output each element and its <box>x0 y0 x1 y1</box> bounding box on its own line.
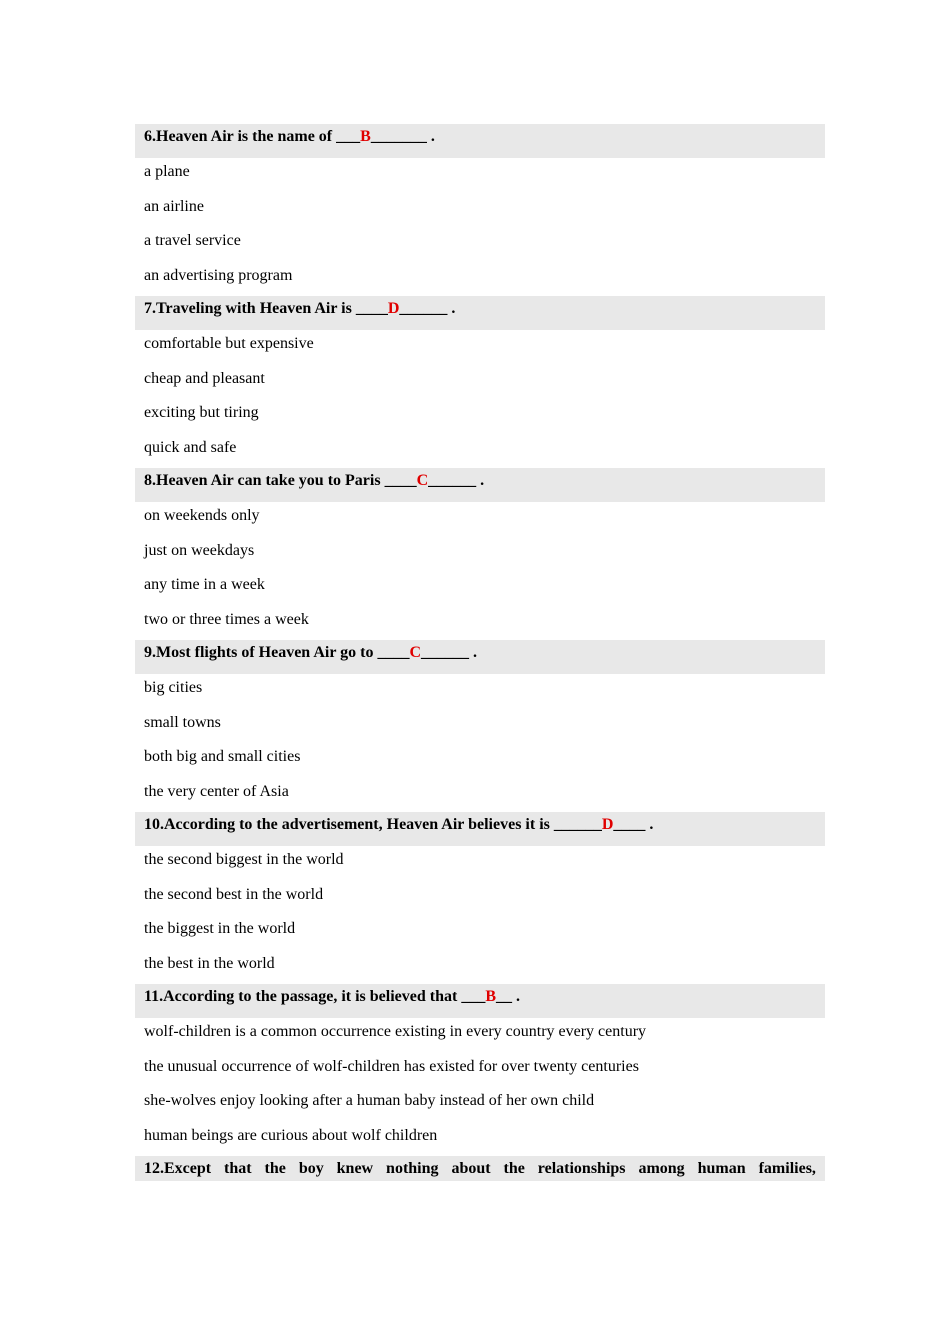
question-text: 11.According to the passage, it is believed that ___ <box>144 988 486 1005</box>
question-word: the <box>503 1160 525 1177</box>
answer-option: quick and safe <box>144 438 237 456</box>
answer-option: she-wolves enjoy looking after a human baby instead of her own child <box>144 1092 595 1109</box>
question-stem <box>135 296 825 330</box>
question-text: 9.Most flights of Heaven Air go to ____ <box>144 644 410 661</box>
answer-letter: D <box>601 816 614 833</box>
answer-option: an airline <box>144 197 204 215</box>
answer-option: the very center of Asia <box>144 782 289 800</box>
answer-option: any time in a week <box>144 576 265 593</box>
answer-option: the second best in the world <box>144 885 324 903</box>
question-word: families, <box>758 1160 816 1177</box>
answer-letter: B <box>360 128 371 145</box>
question-stem <box>135 124 825 158</box>
question-blank-end: _______ . <box>370 128 435 145</box>
question-stem <box>135 640 825 674</box>
question-text: 8.Heaven Air can take you to Paris ____ <box>144 472 417 489</box>
answer-option: big cities <box>144 679 203 696</box>
question-word: 12.Except <box>144 1160 212 1177</box>
question-blank-end: __ . <box>496 988 520 1005</box>
question-word: the <box>264 1160 286 1177</box>
answer-option: a plane <box>144 163 190 180</box>
question-word: relationships <box>537 1160 626 1177</box>
answer-option: exciting but tiring <box>144 404 259 421</box>
answer-option: human beings are curious about wolf children <box>144 1126 438 1144</box>
quiz-document <box>135 124 825 1181</box>
answer-option: two or three times a week <box>144 610 309 628</box>
answer-option: the biggest in the world <box>144 920 296 937</box>
question-word: among <box>638 1160 685 1177</box>
answer-option: cheap and pleasant <box>144 369 265 387</box>
answer-option: just on weekdays <box>144 541 255 559</box>
question-blank-end: ____ . <box>613 816 654 833</box>
question-stem <box>135 468 825 502</box>
question-word: that <box>224 1160 252 1177</box>
question-text: 6.Heaven Air is the name of ___ <box>144 128 361 145</box>
question-word: human <box>697 1160 746 1177</box>
answer-option: the unusual occurrence of wolf-children has existed for over twenty centuries <box>144 1057 639 1075</box>
question-stem <box>135 812 825 846</box>
question-word: about <box>451 1160 491 1177</box>
question-word: nothing <box>386 1160 439 1177</box>
question-blank-end: ______ . <box>428 472 485 489</box>
answer-option: on weekends only <box>144 507 260 524</box>
question-word: knew <box>336 1160 374 1177</box>
answer-letter: B <box>485 988 496 1005</box>
answer-option: comfortable but expensive <box>144 335 314 352</box>
answer-letter: C <box>409 644 422 661</box>
question-text: 10.According to the advertisement, Heaven Air believes it is ______ <box>144 816 602 833</box>
question-stem-partial <box>135 1156 825 1181</box>
answer-option: the best in the world <box>144 954 275 972</box>
question-stem <box>135 984 825 1018</box>
answer-option: the second biggest in the world <box>144 851 344 868</box>
answer-letter: D <box>387 300 400 317</box>
answer-option: wolf-children is a common occurrence existing in every country every century <box>144 1023 647 1040</box>
answer-option: small towns <box>144 713 221 731</box>
question-text: 7.Traveling with Heaven Air is ____ <box>144 300 388 317</box>
answer-option: a travel service <box>144 232 241 249</box>
answer-letter: C <box>416 472 429 489</box>
question-blank-end: ______ . <box>399 300 456 317</box>
question-word: boy <box>298 1160 324 1177</box>
answer-option: both big and small cities <box>144 748 301 765</box>
answer-option: an advertising program <box>144 266 293 284</box>
question-blank-end: ______ . <box>421 644 478 661</box>
